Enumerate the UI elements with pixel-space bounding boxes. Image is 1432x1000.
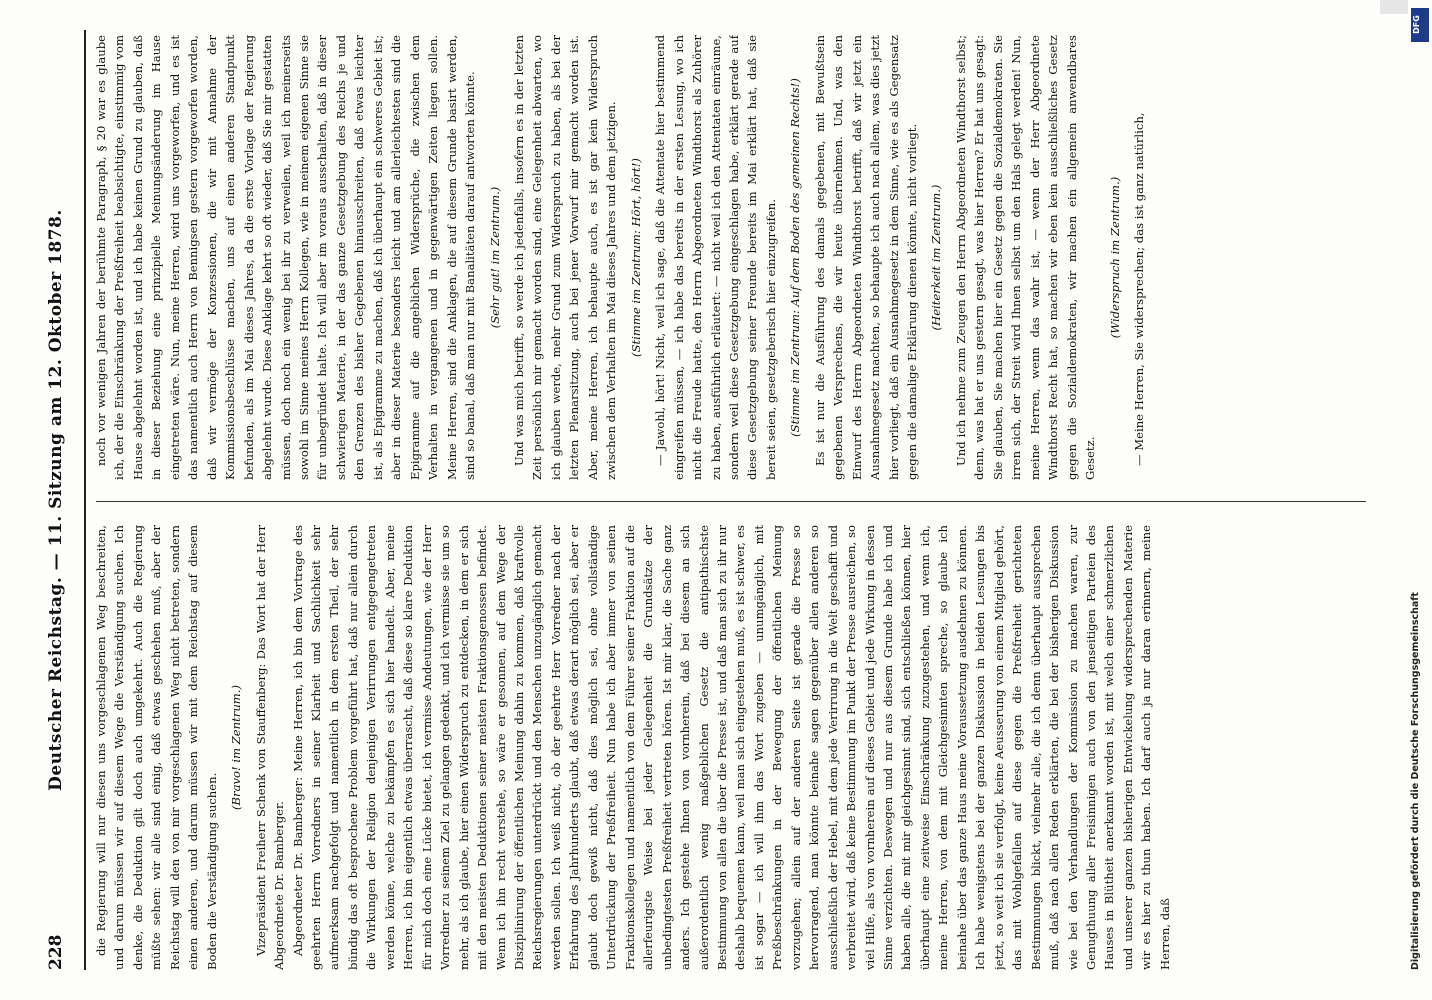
attribution-text: Digitalisierung gefördert durch die Deutsche Forschungsgemeinschaft — [1410, 592, 1421, 970]
left-text-column — [92, 525, 1372, 970]
interjection: (Stimme im Zentrum: Auf dem Boden des gemeinen Rechts!) — [788, 78, 803, 437]
header-rule — [84, 30, 86, 970]
paragraph: die Regierung will nur diesen uns vorgeschlagenen Weg beschreiten, und darum müssen wir auf diesem Wege die Verständigung suchen. Ich denke, die Deduktion gilt doch auch umgekehrt. Auch die Regierung müßte sehen: wir alle sind einig, daß etwas geschehen muß, aber der Reichstag will den von mir vorgeschlagenen Weg nicht betreten, sondern einen anderen, und darum müssen wir mit dem Reichstag auf diesem Boden die Verständigung suchen. — [94, 525, 219, 970]
paragraph: Abgeordneter Dr. Bamberger: Meine Herren, ich bin dem Vortrage des geehrten Herrn Vorredners in seiner Klarheit und Sachlichkeit sehr aufmerksam nachgefolgt und namentlich in dem ersten Theil, der sehr bündig das oft besprochene Problem vorgeführt hat, daß nur allein durch die Wirkungen der Religion denjenigen Verirrungen entgegengetreten werden könne, welche zu bekämpfen es sich hier handelt. Aber, meine Herren, ich bin eigentlich etwas überrascht, daß diese so klare Deduktion für mich doch eine Lücke bietet, ich vermisse Andeutungen, wie der Herr Vorredner zu seinem Ziel zu gelangen gedenkt, und ich vermisse sie um so mehr, als ich glaube, hier einen Widerspruch zu entdecken, in dem er sich mit den meisten Deduktionen seiner meisten Fraktionsgenossen befindet. Wenn ich ihn recht verstehe, so wäre er gesonnen, auf dem Wege der Disziplinirung der öffentlichen Meinung dahin zu kommen, daß kraftvolle Reichsregierungen unterdrückt und den Menschen unzugänglich gemacht werden sollen. Ich weiß nicht, ob der geehrte Herr Vorredner nach der Erfahrung des Jahrhunderts glaubt, daß etwas derart möglich sei, aber er glaubt doch gewiß nicht, daß dies möglich sei, ohne vollständige Unterdrückung der Preßfreiheit. Nun habe ich aber immer von seinen Fraktionskollegen und namentlich von dem Führer seiner Fraktion auf die allerfeurigste Weise bei jeder Gelegenheit die Grundsätze der unbedingtesten Preßfreiheit vertreten hören. Ist mir klar, die Sache ganz anders. Ich gestehe Ihnen von vornherein, daß bei diesem an sich außerordentlich wenig maßgeblichen Gesetz die antipathischste Bestimmung von allen die über die Presse ist, und daß man sich zu ihr nur deshalb bequemen kann, weil man sich eingestehen muß, es ist schwer, es ist sogar — ich will ihm das Wort zugeben — unumgänglich, mit Preßbeschränkungen in der Bewegung der öffentlichen Meinung vorzugehen; allein auf der anderen Seite ist gerade die Presse so hervorragend, man könnte beinahe sagen gegenüber allen anderen so ausschließlich der Hebel, mit dem jede Verirrung in die Welt geschafft und verbreitet wird, daß keine Bestimmung im Punkt der Presse ausreichen, so viel Hilfe, als von vornherein auf dieses Gebiet und jede Wirkung in dessen Sinne verzichten. Deswegen und nur aus diesem Grunde habe ich und haben alle, die mit mir gleichgesinnt sind, sich entschließen können, hier überhaupt eine zeitweise Einschränkung zuzugestehen, und wenn ich, meine Herren, von dem mit Gleichgesinnten spreche, so glaube ich beinahe über das ganze Haus meine Voraussetzung ausdehnen zu können. Ich habe wenigstens bei der ganzen Diskussion in beiden Lesungen bis jetzt, so weit ich sie verfolgt, keine Aeusserung von einem Mitglied gehört, das mit Wohlgefallen auf diese gegen die Preßfreiheit gerichteten Bestimmungen blickt, vielmehr alle, die ich denn überhaupt aussprechen muß, daß nach allen Reden erklärten, die bei der bisherigen Diskussion wie bei den Verhandlungen der Kommission zu machen waren, zur Genugthuung aller Freisinnigen auch von den jenseitigen Parteien des Hauses in Blütheit anerkannt worden ist, mit welch einer schmerzlichen und unserer ganzen bisherigen Entwickelung widersprechenden Materie wir es hier zu thun haben. Ich darf auch ja nur daran erinnern, meine Herren, daß — [290, 525, 1172, 970]
paragraph: Vizepräsident Freiherr Schenk von Stauffenberg: Das Wort hat der Herr Abgeordnete Dr. Bamberger. — [253, 525, 287, 970]
interjection: (Stimme im Zentrum: Hört, hört!) — [628, 158, 643, 357]
paragraph: — Meine Herren, Sie widersprechen; das ist ganz natürlich, — [1132, 112, 1147, 466]
paragraph: Und ich nehme zum Zeugen den Herrn Abgeordneten Windthorst selbst; denn, was hat er uns gestern gesagt, was hier Herren? Er hat uns gesagt: Sie glauben, Sie machen hier ein Gesetz gegen die Sozialdemokraten. Sie irren sich, der Streit wird Ihnen selbst um den Hals gelegt werden! Nun, meine Herren, wenn das wahr ist, — wenn der Herr Abgeordnete Windthorst Recht hat, so machen wir eben kein ausschließliches Gesetz gegen die Sozialdemokraten, wir machen ein allgemein anwendbares Gesetz. — [953, 35, 1098, 480]
page-header — [40, 30, 80, 970]
interjection: (Widerspruch im Zentrum.) — [1107, 176, 1122, 339]
running-title: Deutscher Reichstag. — 11. Sitzung am 12. Oktober 1878. — [46, 209, 66, 791]
paragraph: Es ist nur die Ausführung des damals gegebenen, mit Bewußtsein gegebenen Versprechens, die wir heute übernehmen. Und, was den Einwurf des Herrn Abgeordneten Windthorst betrifft, daß wir jetzt ein Ausnahmegesetz machten, so behaupte ich auch nach allem, was dies jetzt hier vorliegt, daß ein Ausnahmegesetz in dem Sinne, wie es als Gegensatz gegen die damalige Erklärung dienen könnte, nicht vorliegt. — [812, 35, 920, 480]
interjection: (Sehr gut! im Zentrum.) — [487, 186, 502, 329]
dfg-logo: DFG — [1411, 8, 1429, 42]
column-divider — [96, 501, 1366, 502]
interjection: (Heiterkeit im Zentrum.) — [929, 184, 944, 331]
digitization-attribution — [1408, 0, 1432, 1000]
right-text-column — [92, 35, 1372, 480]
paragraph: Und was mich betrifft, so werde ich jedenfalls, insofern es in der letzten Zeit persönlich mir gemacht worden sind, eine Gelegenheit abwarten, wo ich glauben werde, mehr Grund zum Widerspruch zu haben, als bei der letzten Plenarsitzung, auch bei jener Vorwurf mir gemacht worden ist. Aber, meine Herren, ich behaupte auch, es ist gar kein Widerspruch zwischen dem Verhalten im Mai dieses Jahres und dem jetzigen. — [511, 35, 619, 480]
scan-corner-shading — [1380, 0, 1408, 14]
page-number: 228 — [46, 934, 66, 970]
interjection: (Bravo! im Zentrum.) — [229, 685, 244, 811]
paragraph: noch vor wenigen Jahren der berühmte Paragraph, § 20 war es glaube ich, der die Einschränkung der Preßfreiheit beabsichtigte, einstimmig vom Hause abgelehnt worden ist, und ich habe keinen Grund zu glauben, daß in dieser Beziehung eine prinzipielle Meinungsänderung im Hause eingetreten wäre. Nun, meine Herren, wird uns vorgeworfen, und es ist das namentlich auch Herrn von Bennigsen gestern vorgeworfen worden, daß wir vermöge der Konzessionen, die wir mit Annahme der Kommissionsbeschlüsse machen, uns auf einen anderen Standpunkt befunden, als im Mai dieses Jahres, da die erste Vorlage der Regierung abgelehnt wurde. Diese Anklage kehrt so oft wieder, daß Sie mir gestatten müssen, doch noch ein wenig bei ihr zu verweilen, weil ich meinerseits sowohl im Sinne meines Herrn Kollegen, wie in meinem eigenen Sinne sie für unbegründet halte. Ich will aber im voraus ausschalten, daß in dieser schwierigen Materie, in der das ganze Gesetzgebung des Reichs je und den Grenzen des bisher Gegebenen hinausschreiten, daß etwas leichter ist, als Epigramme zu machen, daß ich überhaupt ein schweres Gebiet ist; aber in dieser Materie besonders leicht und am allerleichtesten sind die Epigramme auf die angeblichen Widersprüche, die zwischen dem Verhalten in vergangenen und in gegenwärtigen Zeiten liegen sollen. Meine Herren, sind die Anklagen, die auf diesem Grunde basirt werden, sind so banal, daß man nur mit Banalitäten darauf antworten könnte. — [94, 35, 478, 480]
paragraph: — Jawohl, hört! Nicht, weil ich sage, daß die Attentate hier bestimmend eingreifen müssen, — ich habe das bereits in der ersten Lesung, wo ich nicht die Freude hatte, den Herrn Abgeordneten Windthorst als Zuhörer zu haben, ausführlich erläutert: — nicht weil ich den Attentaten einräume, sondern weil diese Gesetzgebung eingeschlagen habe, erklärt gerade auf diese Gesetzgebung seiner Freunde bereits im Mai erklärt hat, daß sie bereit seien, gesetzgeberisch hier einzugreifen. — [653, 35, 778, 480]
